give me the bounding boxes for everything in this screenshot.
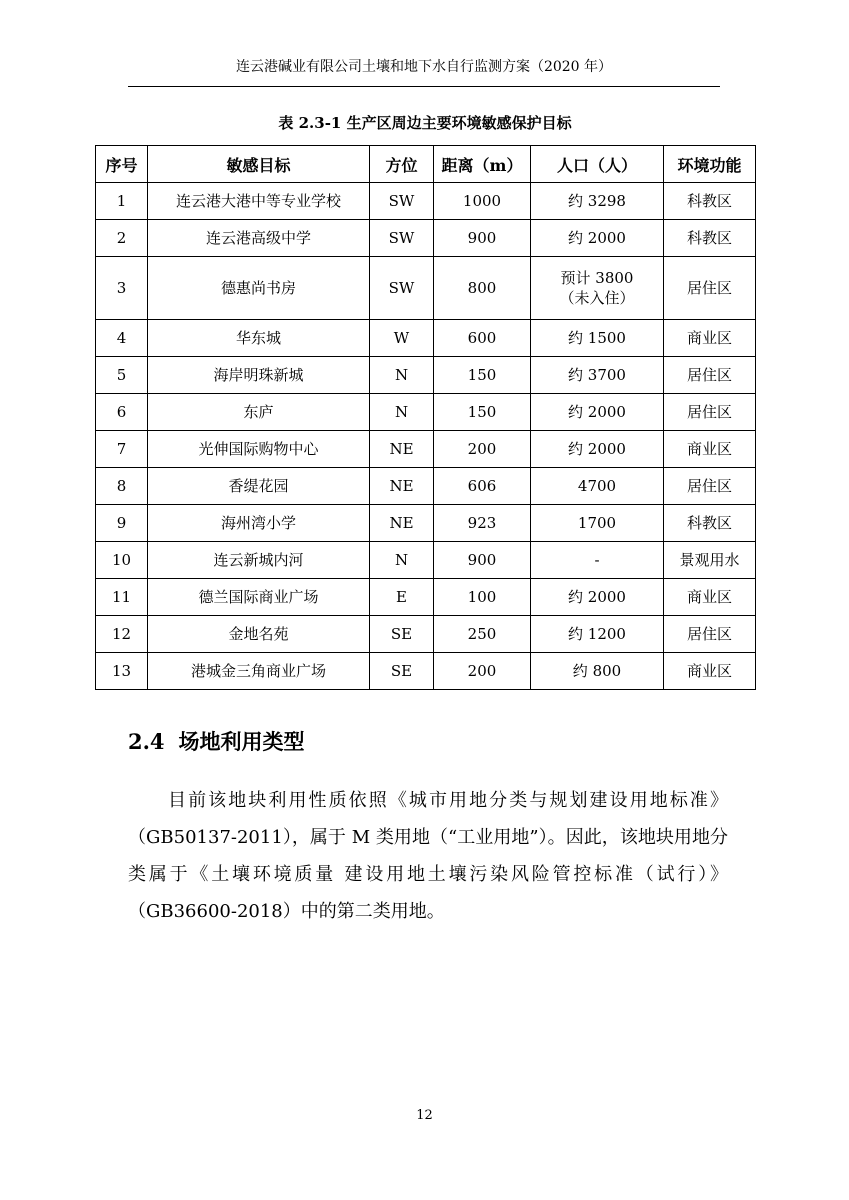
cell-direction: NE [370,468,434,505]
cell-function: 居住区 [664,616,756,653]
cell-direction: N [370,394,434,431]
cell-number: 10 [96,542,148,579]
sensitive-targets-table [95,145,756,690]
cell-target: 东庐 [148,394,370,431]
cell-direction: NE [370,431,434,468]
cell-population: 约 1200 [531,616,664,653]
cell-direction: SE [370,616,434,653]
cell-target: 连云港高级中学 [148,220,370,257]
cell-number: 4 [96,320,148,357]
cell-function: 科教区 [664,220,756,257]
cell-number: 13 [96,653,148,690]
cell-target: 海岸明珠新城 [148,357,370,394]
column-header-distance: 距离（m） [434,146,531,183]
cell-direction: SE [370,653,434,690]
cell-distance: 900 [434,542,531,579]
table-row [96,257,756,320]
cell-function: 景观用水 [664,542,756,579]
cell-direction: SW [370,257,434,320]
section-title: 场地利用类型 [178,729,305,754]
cell-distance: 200 [434,431,531,468]
cell-target: 金地名苑 [148,616,370,653]
cell-function: 居住区 [664,468,756,505]
cell-function: 居住区 [664,257,756,320]
cell-direction: NE [370,505,434,542]
cell-function: 科教区 [664,505,756,542]
section-heading [128,727,305,757]
cell-number: 5 [96,357,148,394]
table-row [96,357,756,394]
cell-direction: SW [370,183,434,220]
cell-distance: 606 [434,468,531,505]
cell-population: 约 2000 [531,579,664,616]
column-header-number: 序号 [96,146,148,183]
cell-distance: 250 [434,616,531,653]
table-row [96,468,756,505]
column-header-population: 人口（人） [531,146,664,183]
cell-function: 商业区 [664,653,756,690]
page-number: 12 [416,1108,433,1123]
cell-target: 连云港大港中等专业学校 [148,183,370,220]
column-header-direction: 方位 [370,146,434,183]
cell-number: 1 [96,183,148,220]
cell-target: 连云新城内河 [148,542,370,579]
header-rule [128,86,720,87]
cell-population: 1700 [531,505,664,542]
cell-function: 商业区 [664,431,756,468]
column-header-function: 环境功能 [664,146,756,183]
cell-direction: W [370,320,434,357]
section-number: 2.4 [128,729,165,754]
cell-distance: 1000 [434,183,531,220]
cell-target: 香缇花园 [148,468,370,505]
cell-function: 居住区 [664,394,756,431]
cell-population: 约 3298 [531,183,664,220]
cell-distance: 600 [434,320,531,357]
cell-target: 德惠尚书房 [148,257,370,320]
cell-distance: 100 [434,579,531,616]
cell-distance: 900 [434,220,531,257]
cell-population: 约 1500 [531,320,664,357]
cell-direction: N [370,542,434,579]
cell-population: 约 2000 [531,431,664,468]
population-note: （未入住） [559,289,635,307]
cell-direction: SW [370,220,434,257]
table-row [96,431,756,468]
cell-distance: 200 [434,653,531,690]
section-paragraph [128,782,728,930]
cell-number: 12 [96,616,148,653]
table-row [96,505,756,542]
cell-function: 居住区 [664,357,756,394]
cell-number: 7 [96,431,148,468]
table-row [96,542,756,579]
table-row [96,653,756,690]
cell-target: 海州湾小学 [148,505,370,542]
cell-distance: 150 [434,394,531,431]
table-caption: 表 2.3-1 生产区周边主要环境敏感保护目标 [278,114,572,132]
cell-target: 德兰国际商业广场 [148,579,370,616]
cell-number: 8 [96,468,148,505]
cell-distance: 800 [434,257,531,320]
cell-direction: E [370,579,434,616]
table-row [96,320,756,357]
cell-number: 6 [96,394,148,431]
paragraph-text: 目前该地块利用性质依照《城市用地分类与规划建设用地标准》（GB50137-2011），属于 M 类用地（“工业用地”）。因此，该地块用地分类属于《土壤环境质量 建设用地土壤污染风险管控标准（试行）》（GB36600-2018）中的第二类用地。 [128,790,728,922]
cell-number: 3 [96,257,148,320]
cell-population: 约 2000 [531,394,664,431]
cell-distance: 923 [434,505,531,542]
cell-number: 2 [96,220,148,257]
cell-population: 约 2000 [531,220,664,257]
table-row [96,616,756,653]
cell-target: 华东城 [148,320,370,357]
cell-population [531,257,664,320]
table-row [96,183,756,220]
cell-function: 商业区 [664,579,756,616]
cell-population: - [531,542,664,579]
table-row [96,394,756,431]
cell-population: 约 800 [531,653,664,690]
running-header: 连云港碱业有限公司土壤和地下水自行监测方案（2020 年） [235,59,613,75]
cell-distance: 150 [434,357,531,394]
cell-direction: N [370,357,434,394]
cell-function: 商业区 [664,320,756,357]
cell-function: 科教区 [664,183,756,220]
table-row [96,579,756,616]
cell-number: 9 [96,505,148,542]
cell-population: 4700 [531,468,664,505]
population-value: 预计 3800 [560,269,634,287]
cell-population: 约 3700 [531,357,664,394]
table-header-row [96,146,756,183]
table-row [96,220,756,257]
cell-number: 11 [96,579,148,616]
cell-target: 光伸国际购物中心 [148,431,370,468]
cell-target: 港城金三角商业广场 [148,653,370,690]
column-header-target: 敏感目标 [148,146,370,183]
